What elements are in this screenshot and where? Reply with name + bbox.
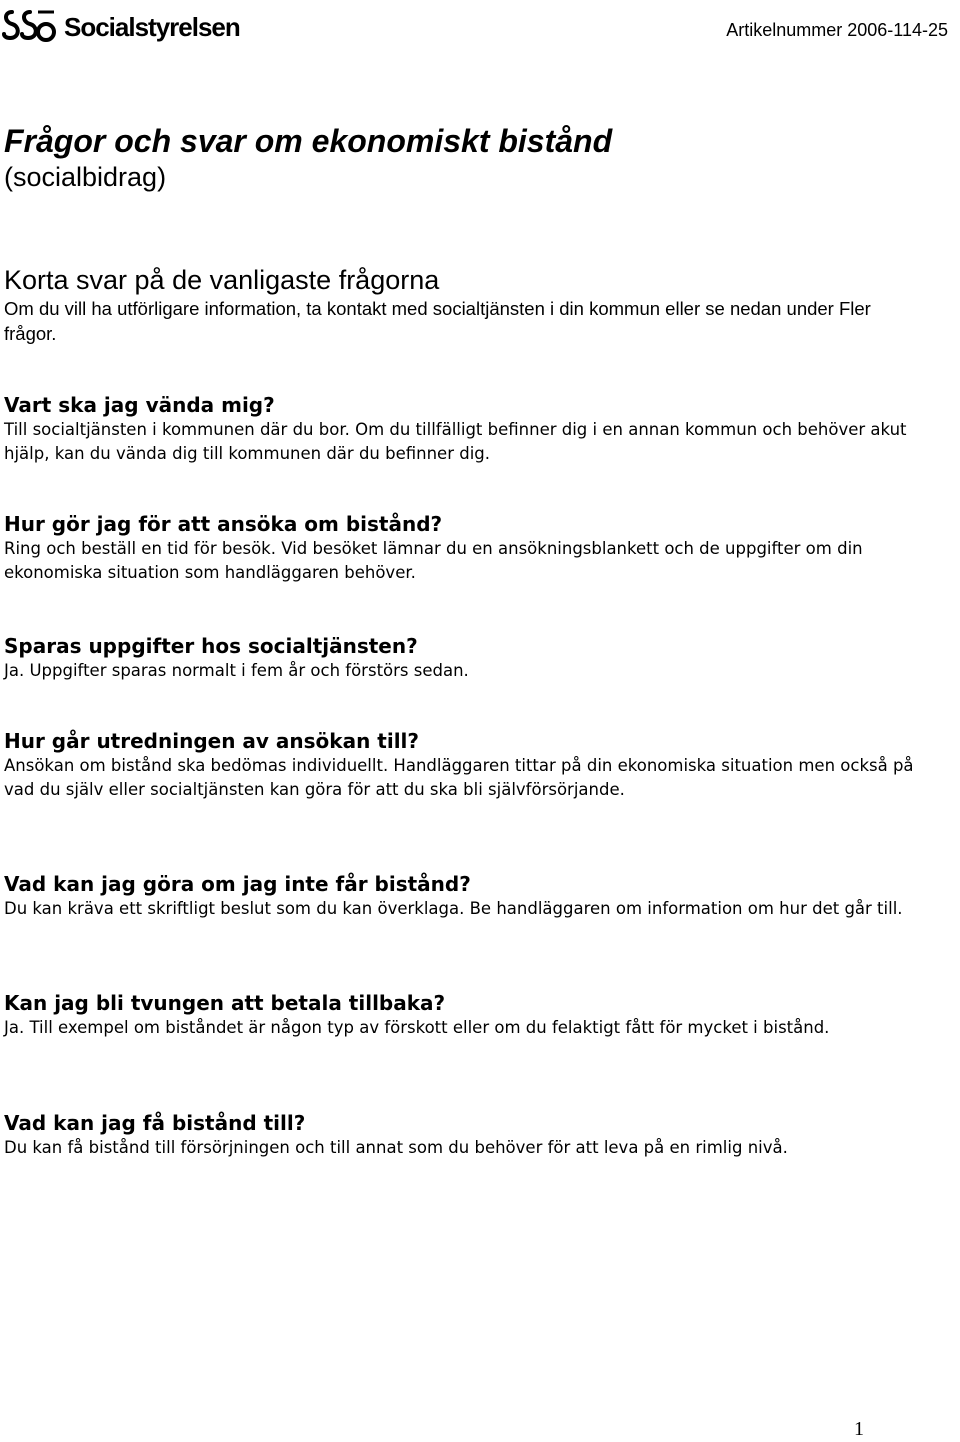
qa-question: Vart ska jag vända mig? — [4, 393, 275, 417]
qa-answer: Ja. Till exempel om biståndet är någon typ av förskott eller om du felaktigt fått för mycket i bistånd. — [4, 1018, 830, 1037]
intro-section — [4, 264, 904, 346]
page-subtitle: (socialbidrag) — [4, 162, 167, 192]
qa-item — [4, 392, 934, 465]
qa-answer: Du kan kräva ett skriftligt beslut som du kan överklaga. Be handläggaren om information om hur det går till. — [4, 899, 903, 918]
qa-item — [4, 871, 934, 921]
qa-question: Kan jag bli tvungen att betala tillbaka? — [4, 991, 446, 1015]
qa-item — [4, 1110, 934, 1160]
intro-heading: Korta svar på de vanligaste frågorna — [4, 265, 440, 295]
qa-question: Hur går utredningen av ansökan till? — [4, 729, 419, 753]
socialstyrelsen-logo — [2, 6, 240, 48]
qa-question: Hur gör jag för att ansöka om bistånd? — [4, 512, 443, 536]
intro-text: Om du vill ha utförligare information, ta kontakt med socialtjänsten i din kommun eller se nedan under Fler frågor. — [4, 298, 871, 344]
qa-item — [4, 728, 934, 801]
article-number: Artikelnummer 2006-114-25 — [726, 20, 948, 40]
page-header — [0, 0, 960, 60]
qa-item — [4, 990, 934, 1040]
qa-answer: Du kan få bistånd till försörjningen och till annat som du behöver för att leva på en rimlig nivå. — [4, 1138, 788, 1157]
qa-answer: Ja. Uppgifter sparas normalt i fem år och förstörs sedan. — [4, 661, 469, 680]
qa-item — [4, 511, 934, 584]
page-number: 1 — [854, 1418, 864, 1440]
qa-question: Vad kan jag få bistånd till? — [4, 1111, 306, 1135]
logo-text: Socialstyrelsen — [64, 11, 240, 42]
qa-question: Sparas uppgifter hos socialtjänsten? — [4, 634, 418, 658]
qa-answer: Ansökan om bistånd ska bedömas individuellt. Handläggaren tittar på din ekonomiska situation men också på vad du själv eller socialtjänsten kan göra för att du ska bli självförsörjande. — [4, 756, 914, 799]
qa-question: Vad kan jag göra om jag inte får bistånd? — [4, 872, 471, 896]
qa-answer: Till socialtjänsten i kommunen där du bor. Om du tillfälligt befinner dig i en annan kommun och behöver akut hjälp, kan du vända dig till kommunen där du befinner dig. — [4, 420, 907, 463]
qa-item — [4, 633, 934, 683]
socialstyrelsen-emblem-icon — [2, 6, 58, 48]
page-title: Frågor och svar om ekonomiskt bistånd — [4, 123, 613, 159]
qa-answer: Ring och beställ en tid för besök. Vid besöket lämnar du en ansökningsblankett och de uppgifter om din ekonomiska situation som handläggaren behöver. — [4, 539, 863, 582]
title-block — [4, 122, 612, 194]
